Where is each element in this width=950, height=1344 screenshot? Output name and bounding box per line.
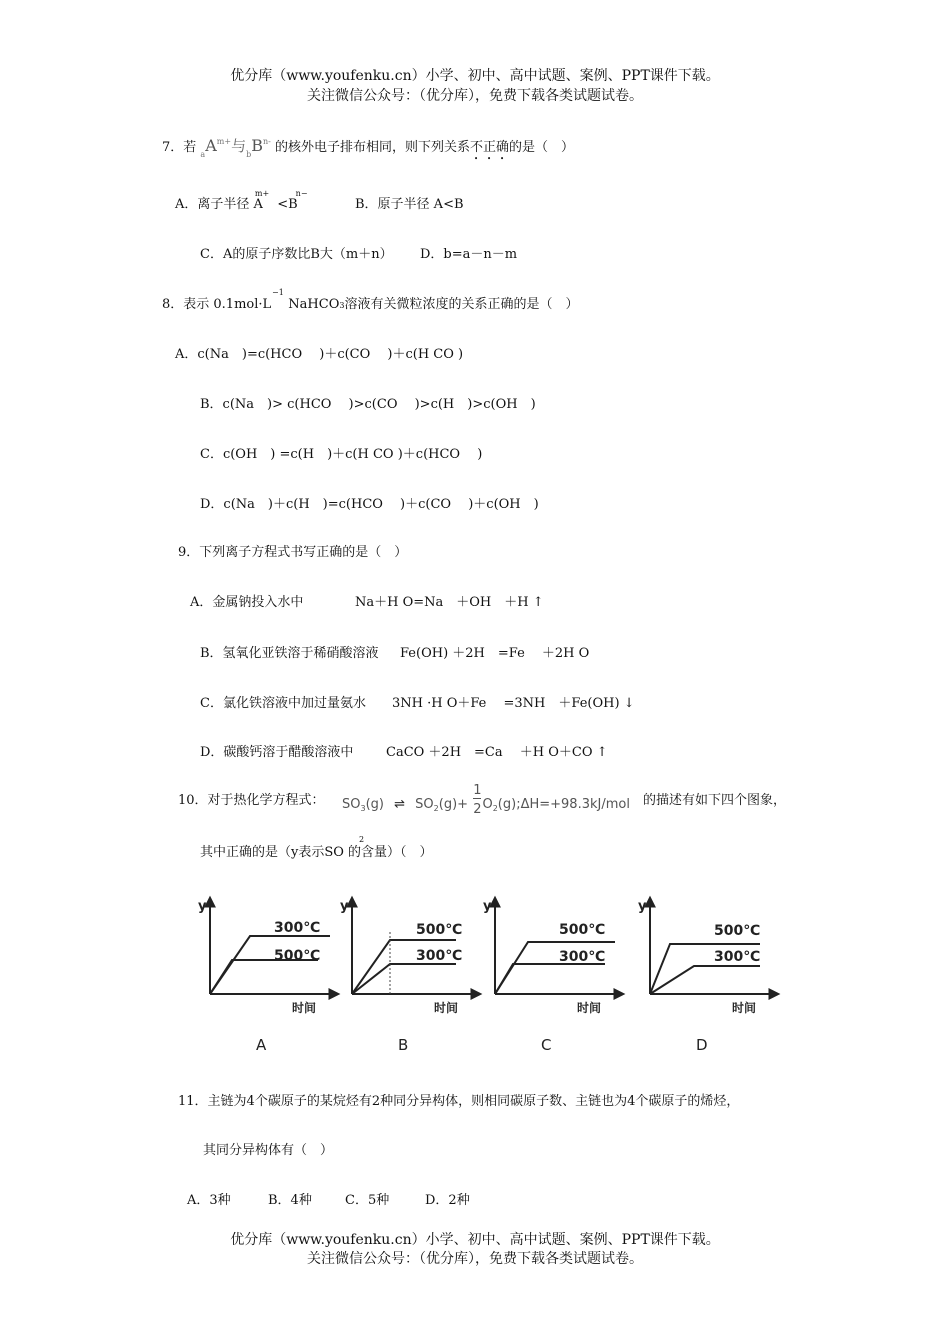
graph-label-bottom: 300℃ [416,948,463,964]
q7-stem [162,138,574,163]
q7-option-a [175,189,310,214]
q11-option-d: D．2种 [425,1193,470,1208]
q7-sup-m: m+ [216,137,232,146]
graph-curve-lower [352,964,456,994]
footer-line-1: 优分库（www.youfenku.cn）小学、初中、高中试题、案例、PPT课件下载。 [230,1232,720,1248]
q8-option-b: B．c(Na )> c(HCO )>c(CO )>c(H )>c(OH ) [200,397,536,412]
header-line-2: 关注微信公众号：（优分库），免费下载各类试题试卷。 [307,88,643,104]
q10-eq-rest: (g);ΔH=+98.3kJ/mol [497,797,630,812]
q7-option-a-sup1: m+ [254,189,270,198]
q10-eq-so2-sub: 2 [433,804,439,813]
q11-line1: 11．主链为4个碳原子的某烷烃有2种同分异构体，则相同碳原子数、主链也为4个碳原子的烯烃， [178,1094,740,1109]
q10-eq-so2: SO [415,797,434,812]
q7-option-a-mid: <B [277,197,298,212]
graph-label-top: 500℃ [714,923,761,939]
q7-sub-a: a [200,150,206,159]
q7-number: 7．若 [162,140,197,155]
graph-option-label: C [541,1036,552,1054]
q9-stem: 9．下列离子方程式书写正确的是（ ） [178,545,408,560]
graph-curve-lower [210,960,318,994]
graph-y-label: y [483,899,492,914]
q10-frac-den: 2 [473,802,482,817]
q8-stem [162,288,579,314]
graph-y-label: y [638,899,647,914]
q7-emphasis: 不正确 [469,140,509,155]
q8-rest: 溶液有关微粒浓度的关系正确的是（ ） [344,297,579,312]
footer-line-2: 关注微信公众号：（优分库），免费下载各类试题试卷。 [307,1251,643,1267]
q9-option-a-label: A．金属钠投入水中 [190,595,304,610]
q10-line2-text: 其中正确的是（y表示SO 的含量）（ ） [200,845,433,860]
q9-option-b-eq: Fe(OH) ＋2H =Fe ＋2H O [400,646,590,661]
q7-text: 的核外电子排布相同，则下列关系 [274,140,470,155]
q10-after: 的描述有如下四个图象， [643,793,787,808]
q10-eq-o2: O [482,797,493,812]
q8-option-a: A．c(Na )=c(HCO )＋c(CO )＋c(H CO ) [175,347,464,362]
q9-option-b-label: B．氢氧化亚铁溶于稀硝酸溶液 [200,646,379,661]
q7-option-d: D．b=a－n－m [420,247,518,262]
graph-label-top: 300℃ [274,920,321,936]
q10-equation [342,783,630,819]
q10-fraction [473,783,482,819]
q7-option-c: C．A的原子序数比B大（m＋n） [200,247,393,262]
graph-label-top: 500℃ [559,922,606,938]
q7-yu: 与 [231,137,247,155]
q11-option-a: A．3种 [187,1193,231,1208]
q9-option-c-eq: 3NH ·H O＋Fe =3NH ＋Fe(OH) ↓ [392,696,635,711]
q10-eq-so2-g: (g)+ [438,797,469,812]
q7-option-b: B．原子半径 A<B [355,197,464,212]
q9-option-d-eq: CaCO ＋2H =Ca ＋H O＋CO ↑ [386,745,608,760]
q11-option-b: B．4种 [268,1193,312,1208]
q7-sub-b: b [246,150,252,159]
q10-eq-so3-g: (g) [365,797,384,812]
graph-label-bottom: 300℃ [559,949,606,965]
q10-graphs [190,890,790,1060]
graph-label-bottom: 500℃ [274,948,321,964]
q10-eq-so3-sub: 3 [360,804,366,813]
graph-option-label: A [256,1036,267,1054]
graph-curve-lower [650,966,760,994]
graph-label-bottom: 300℃ [714,949,761,965]
q9-option-c-label: C．氯化铁溶液中加过量氨水 [200,696,366,711]
q11-option-c: C．5种 [345,1193,390,1208]
q8-text: 8．表示 0.1mol·L NaHCO [162,297,340,312]
q10-line2 [200,845,433,861]
q10-eq-o2-sub: 2 [492,804,498,813]
q10-eq-so3: SO [342,797,361,812]
q11-line2: 其同分异构体有（ ） [203,1143,334,1158]
q8-option-c: C．c(OH ) =c(H )＋c(H CO )＋c(HCO ) [200,447,483,462]
q10-number: 10．对于热化学方程式： [178,793,325,808]
graph-x-label: 时间 [732,1001,757,1015]
q8-option-d: D．c(Na )＋c(H )=c(HCO )＋c(CO )＋c(OH ) [200,497,539,512]
q7-ion-b: B [251,136,263,155]
equilibrium-arrow-icon: ⇌ [394,797,406,812]
graph-option-label: D [696,1036,708,1054]
graph-y-label: y [340,899,349,914]
q7-option-a-text: A．离子半径 A [175,197,263,212]
graph-x-label: 时间 [292,1001,317,1015]
q10-line2-sup: 2 [359,835,365,844]
graph-label-top: 500℃ [416,922,463,938]
q7-ion-a: A [205,136,217,155]
header-line-1: 优分库（www.youfenku.cn）小学、初中、高中试题、案例、PPT课件下载。 [230,68,720,84]
q10-stem [178,793,325,809]
graph-x-label: 时间 [577,1001,602,1015]
q8-sup: −1 [272,288,284,297]
graph-x-label: 时间 [434,1001,459,1015]
q10-frac-num: 1 [473,783,482,798]
q9-option-d-label: D．碳酸钙溶于醋酸溶液中 [200,745,354,760]
q8-sub: 3 [339,301,345,310]
q7-sup-n: n- [262,137,271,146]
q9-option-a-eq: Na＋H O=Na ＋OH ＋H ↑ [355,595,544,610]
q7-end: 的是（ ） [509,140,575,155]
graph-y-label: y [198,899,207,914]
q7-option-a-sup2: n− [295,189,308,198]
graph-option-label: B [398,1036,409,1054]
